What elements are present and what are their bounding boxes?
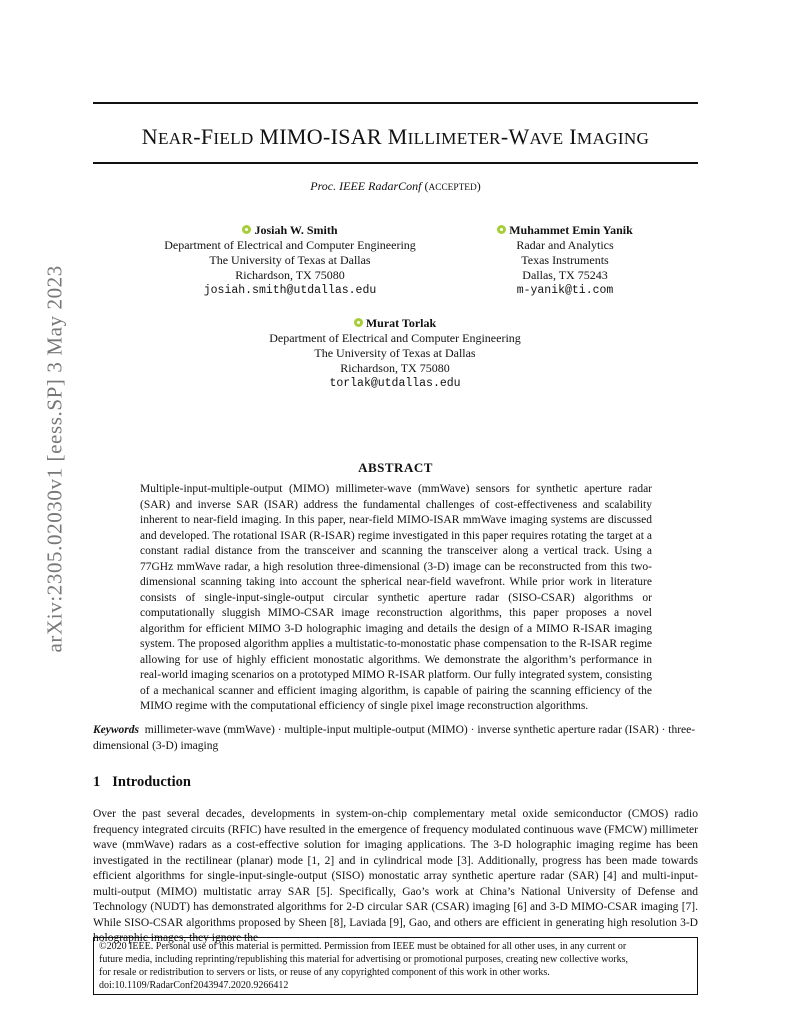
orcid-icon[interactable] [354, 318, 363, 327]
author-email[interactable]: torlak@utdallas.edu [329, 377, 461, 390]
title-part-1: N [141, 124, 158, 149]
arxiv-sidebar-id: arXiv:2305.02030v1 [eess.SP] 3 May 2023 [42, 265, 67, 653]
section-heading [93, 774, 191, 791]
title-part-7: -W [500, 124, 530, 149]
author-dept: Department of Electrical and Computer Engineering [164, 238, 416, 252]
title-part-2: EAR [157, 129, 194, 148]
title-part-9: I [563, 124, 577, 149]
bottom-rule [93, 162, 698, 164]
author-name: Josiah W. Smith [254, 223, 338, 237]
author-name: Murat Torlak [365, 316, 437, 330]
author-email[interactable]: m-yanik@ti.com [516, 284, 614, 297]
abstract-heading-text: ABSTRACT [358, 460, 433, 475]
author-dept: Radar and Analytics [516, 238, 614, 252]
proceedings-name: Proc. IEEE RadarConf [310, 179, 422, 193]
keywords-label: Keywords [93, 724, 139, 736]
author-name: Muhammet Emin Yanik [509, 223, 633, 237]
copyright-line: ©2020 IEEE. Personal use of this material is permitted. Permission from IEEE must be obtained for all other uses, in any current or [99, 941, 627, 952]
status-open: ( [424, 179, 429, 193]
author-org: The University of Texas at Dallas [209, 253, 371, 267]
author-city: Richardson, TX 75080 [235, 268, 345, 282]
copyright-line: future media, including reprinting/republishing this material for advertising or promotional purposes, creating new collective works, [99, 954, 629, 965]
author-org: Texas Instruments [521, 253, 609, 267]
title-part-5: MIMO-ISAR M [253, 124, 408, 149]
doi-link[interactable]: doi:10.1109/RadarConf2043947.2020.9266412 [99, 980, 289, 991]
status-label: ACCEPTED [428, 183, 477, 193]
author-email[interactable]: josiah.smith@utdallas.edu [203, 284, 377, 297]
author-block-1 [148, 223, 432, 298]
abstract-heading [93, 460, 698, 476]
orcid-icon[interactable] [242, 225, 251, 234]
keywords [93, 723, 698, 754]
author-city: Richardson, TX 75080 [340, 361, 450, 375]
copyright-line: for resale or redistribution to servers or lists, or reuse of any copyrighted component of this work in other works. [99, 967, 550, 978]
proceedings-line [93, 179, 698, 194]
title-part-10: MAGING [576, 129, 650, 148]
section-number: 1 [93, 774, 101, 790]
author-block-2 [470, 223, 660, 298]
keywords-text: millimeter-wave (mmWave) · multiple-input multiple-output (MIMO) · inverse synthetic aperture radar (ISAR) · three-dimensional (3-D) imaging [93, 724, 696, 752]
author-dept: Department of Electrical and Computer Engineering [269, 331, 521, 345]
section-title: Introduction [112, 774, 191, 790]
top-rule [93, 102, 698, 104]
status-close: ) [476, 179, 481, 193]
title-part-4: IELD [213, 129, 254, 148]
author-org: The University of Texas at Dallas [314, 346, 476, 360]
intro-paragraph: Over the past several decades, developments in system-on-chip complementary metal oxide semiconductor (CMOS) radio frequency integrated circuits (RFIC) have resulted in the emergence of frequency modulated continuous wave (FMCW) millimeter wave (mmWave) radars as a cost-effective solution for imaging applications. The 3-D holographic imaging regime has been investigated in the rectilinear (planar) mode [1, 2] and in cylindrical mode [3]. Additionally, progress has been made towards efficient algorithms for single-input-single-output (SISO) monostatic array synthetic aperture radar (SAR) [4] and multi-input-multi-output (MIMO) multistatic array SAR [5]. Specifically, Gao’s work at China’s National University of Defense and Technology (NUDT) has demonstrated algorithms for 2-D circular SAR (CSAR) imaging [6] and 3-D MIMO-CSAR imaging [7]. While SISO-CSAR algorithms proposed by Sheen [8], Laviada [9], Gao, and others are efficient in generating high resolution 3-D holographic images, they ignore the [93, 808, 698, 944]
author-city: Dallas, TX 75243 [522, 268, 608, 282]
title-part-8: AVE [529, 129, 564, 148]
author-block-3 [253, 316, 537, 391]
abstract-text: Multiple-input-multiple-output (MIMO) millimeter-wave (mmWave) sensors for synthetic aperture radar (SAR) and inverse SAR (ISAR) address the fundamental challenges of cost-effectiveness and scalability inherent to near-field imaging. In this paper, near-field MIMO-ISAR mmWave imaging systems are discussed and developed. The rotational ISAR (R-ISAR) regime investigated in this paper requires rotating the target at a constant radial distance from the transceiver and scanning the transceiver along a vertical track. Using a 77GHz mmWave radar, a high resolution three-dimensional (3-D) image can be reconstructed from this two-dimensional scanning taking into account the spherical near-field wavefront. While prior work in literature consists of single-input-single-output circular synthetic aperture radar (SISO-CSAR) algorithms or computationally sluggish MIMO-CSAR image reconstruction algorithms, this paper proposes a novel algorithm for efficient MIMO 3-D holographic imaging and details the design of a MIMO R-ISAR imaging system. The proposed algorithm applies a multistatic-to-monostatic phase compensation to the R-ISAR regime allowing for use of highly efficient monostatic algorithms. We demonstrate the algorithm’s performance in real-world imaging scenarios on a prototyped MIMO R-ISAR platform. Our fully integrated system, consisting of a mechanical scanner and efficient imaging algorithm, is capable of pairing the scanning efficiency of the MIMO regime with the computational efficiency of single pixel image reconstruction algorithms. [140, 483, 652, 712]
title-part-6: ILLIMETER [407, 129, 501, 148]
title-part-3: -F [193, 124, 214, 149]
paper-title [93, 124, 698, 150]
orcid-icon[interactable] [497, 225, 506, 234]
copyright-box [93, 937, 698, 995]
